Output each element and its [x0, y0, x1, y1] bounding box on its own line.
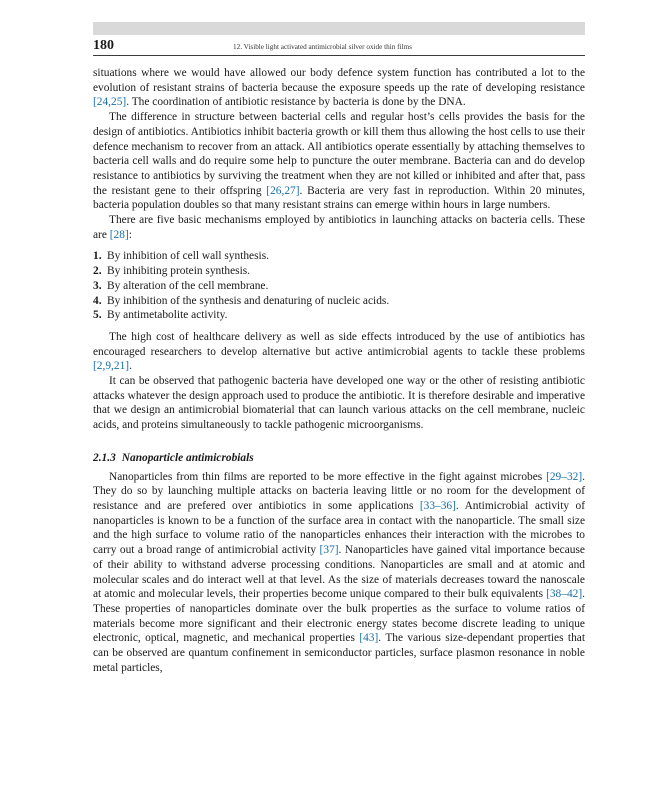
page-header	[93, 35, 585, 56]
paragraph: The difference in structure between bacterial cells and regular host’s cells provides the basis for the design of antibiotics. Antibiotics inhibit bacteria growth or kill them thus allowing the host cells to use their defence mechanism to recover from an attack. All antibiotics operate essentially by attaching themselves to bacteria cell walls and do require some help to puncture the outer membrane. Bacteria can and do develop resistance to antibiotics by surviving the treatment when they are not killed or inhibited and after that, pass the resistant gene to their offspring [26,27]. Bacteria are very fast in reproduction. Within 20 minutes, bacteria population doubles so that many resistant strains can emerge within hours in large numbers.	[93, 111, 585, 212]
mechanism-list	[93, 249, 585, 323]
paragraph: Nanoparticles from thin films are reported to be more effective in the fight against microbes [29–32]. They do so by launching multiple attacks on bacteria leaving little or no room for the development of resistance and are prefered over antibiotics in some applications [33–36]. Antimicrobial activity of nanoparticles is known to be a function of the surface area in contact with the nanoparticle. The small size and the high surface to volume ratio of the nanoparticles enhances their interaction with the microbes to carry out a broad range of antimicrobial activity [37]. Nanoparticles have gained vital importance because of their ability to withstand adverse processing conditions. Nanoparticles are small and at atomic and molecular scales and do interact well at that level. As the size of materials decreases toward the nanoscale at atomic and molecular levels, their properties become unique compared to their bulk equivalents [38–42]. These properties of nanoparticles dominate over the bulk properties as the surface to volume ratios of materials become more significant and their electronic energy states become discrete leading to unique electronic, optical, magnetic, and mechanical properties [43]. The various size-dependant properties that can be observed are quantum confinement in semiconductor particles, surface plasmon resonance in noble metal particles,	[93, 470, 586, 674]
citation-link[interactable]: [33–36]	[419, 499, 456, 512]
citation-link[interactable]: [28]	[109, 228, 129, 241]
section-heading: 2.1.3 Nanoparticle antimicrobials	[93, 451, 254, 464]
paragraph: It can be observed that pathogenic bacteria have developed one way or the other of resisting antibiotic attacks whatever the design approach used to produce the antibiotic. It is therefore desirable and imperative that we design an antimicrobial biomaterial that can launch various attacks on the cell membrane, nucleic acids, and proteins simultaneously to tackle pathogenic microorganisms.	[93, 375, 585, 432]
list-item: 5. By antimetabolite activity.	[93, 309, 228, 322]
list-item: 2. By inhibiting protein synthesis.	[93, 265, 251, 278]
page-number: 180	[93, 38, 114, 53]
citation-link[interactable]: [43]	[359, 632, 379, 645]
citation-link[interactable]: [29–32]	[546, 470, 583, 483]
citation-link[interactable]: [24,25]	[93, 96, 127, 109]
citation-link[interactable]: [26,27]	[266, 184, 300, 197]
paragraph: The high cost of healthcare delivery as well as side effects introduced by the use of antibiotics has encouraged researchers to develop alternative but active antimicrobial agents to tackle these problems [2,9,21].	[93, 330, 585, 373]
paragraph: There are five basic mechanisms employed by antibiotics in launching attacks on bacteria cells. These are [28]:	[93, 214, 585, 241]
running-head: 12. Visible light activated antimicrobial silver oxide thin films	[233, 43, 412, 51]
paragraph: situations where we would have allowed our body defence system function has contributed a lot to the evolution of resistant strains of bacteria because the exposure speeds up the rate of developing resistance [24,25]. The coordination of antibiotic resistance by bacteria is done by the DNA.	[93, 67, 585, 109]
citation-link[interactable]: [2,9,21]	[93, 360, 130, 373]
list-item: 3. By alteration of the cell membrane.	[93, 279, 269, 292]
header-band	[93, 22, 585, 35]
citation-link[interactable]: [37]	[319, 544, 339, 557]
list-item: 1. By inhibition of cell wall synthesis.	[93, 250, 269, 263]
list-item: 4. By inhibition of the synthesis and denaturing of nucleic acids.	[93, 294, 390, 307]
citation-link[interactable]: [38–42]	[546, 588, 583, 601]
body-text	[93, 66, 585, 675]
